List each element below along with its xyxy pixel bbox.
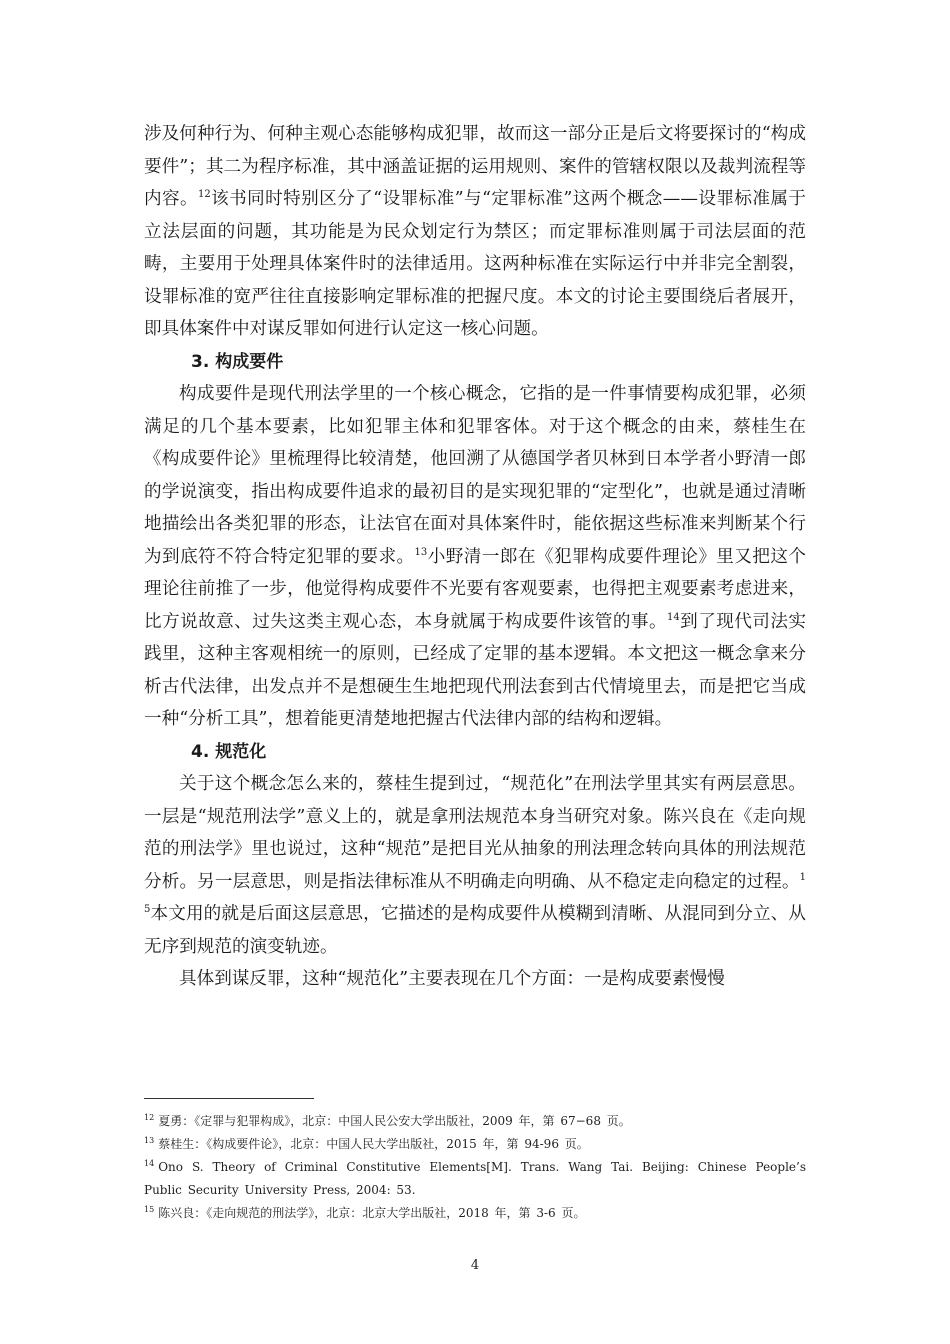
footnote-14: $^{14}$ Ono S. Theory of Criminal Constitutive Elements[M]. Trans. Wang Tai. Beijing: Chinese People’s Public Security University Press, 2004: 53. <box>144 1159 806 1197</box>
section-heading-4: 4. 规范化 <box>191 741 267 762</box>
footnote-ref-13[interactable]: 13 <box>414 546 428 558</box>
footnote-ref-15[interactable]: 15 <box>144 871 806 915</box>
footnote-ref-12[interactable]: 12 <box>198 189 211 200</box>
paragraph-4: 具体到谋反罪，这种“规范化”主要表现在几个方面：一是构成要素慢慢 <box>179 969 725 989</box>
body-text <box>144 118 806 996</box>
paragraph-2: 构成要件是现代刑法学里的一个核心概念，它指的是一件事情要构成犯罪，必须满足的几个基本要素，比如犯罪主体和犯罪客体。对于这个概念的由来，蔡桂生在《构成要件论》里梳理得比较清楚，他回溯了从德国学者贝林到日本学者小野清一郎的学说演变，指出构成要件追求的最初目的是实现犯罪的“定型化”，也就是通过清晰地描绘出各类犯罪的形态，让法官在面对具体案件时，能依据这些标准来判断某个行为到底符不符合特定犯罪的要求。$^{13}$小野清一郎在《犯罪构成要件理论》里又把这个理论往前推了一步，他觉得构成要件不光要有客观要素，也得把主观要素考虑进来，比方说故意、过失这类主观心态，本身就属于构成要件该管的事。$^{14}$到了现代司法实践里，这种主客观相统一的原则，已经成了定罪的基本逻辑。本文把这一概念拿来分析古代法律，出发点并不是想硬生生地把现代刑法套到古代情境里去，而是把它当成一种“分析工具”，想着能更清楚地把握古代法律内部的结构和逻辑。 <box>144 384 806 729</box>
footnote-15: $^{15}$ 陈兴良：《走向规范的刑法学》，北京：北京大学出版社，2018 年，第 3-6 页。 <box>144 1205 586 1220</box>
page-number: 4 <box>470 1258 480 1273</box>
section-heading-3: 3. 构成要件 <box>191 351 284 372</box>
footnote-13: $^{13}$ 蔡桂生：《构成要件论》，北京：中国人民大学出版社，2015 年，第 94-96 页。 <box>144 1136 589 1151</box>
footnote-ref-14[interactable]: 14 <box>667 611 680 623</box>
footnotes <box>144 1110 806 1225</box>
paragraph-3: 关于这个概念怎么来的，蔡桂生提到过，“规范化”在刑法学里其实有两层意思。一层是“规范刑法学”意义上的，就是拿刑法规范本身当研究对象。陈兴良在《走向规范的刑法学》里也说过，这种“规范”是把目光从抽象的刑法理念转向具体的刑法规范分析。另一层意思，则是指法律标准从不明确走向明确、从不稳定走向稳定的过程。$^{15}$本文用的就是后面这层意思，它描述的是构成要件从模糊到清晰、从混同到分立、从无序到规范的演变轨迹。 <box>144 774 806 957</box>
footnote-separator <box>144 1098 314 1099</box>
paragraph-1: 涉及何种行为、何种主观心态能够构成犯罪，故而这一部分正是后文将要探讨的“构成要件”；其二为程序标准，其中涵盖证据的运用规则、案件的管辖权限以及裁判流程等内容。$^{12}$该书同时特别区分了“设罪标准”与“定罪标准”这两个概念——设罪标准属于立法层面的问题，其功能是为民众划定行为禁区；而定罪标准则属于司法层面的范畴，主要用于处理具体案件时的法律适用。这两种标准在实际运行中并非完全割裂，设罪标准的宽严往往直接影响定罪标准的把握尺度。本文的讨论主要围绕后者展开，即具体案件中对谋反罪如何进行认定这一核心问题。 <box>144 124 806 339</box>
footnote-12: $^{12}$ 夏勇：《定罪与犯罪构成》，北京：中国人民公安大学出版社，2009 年，第 67−68 页。 <box>144 1113 631 1128</box>
